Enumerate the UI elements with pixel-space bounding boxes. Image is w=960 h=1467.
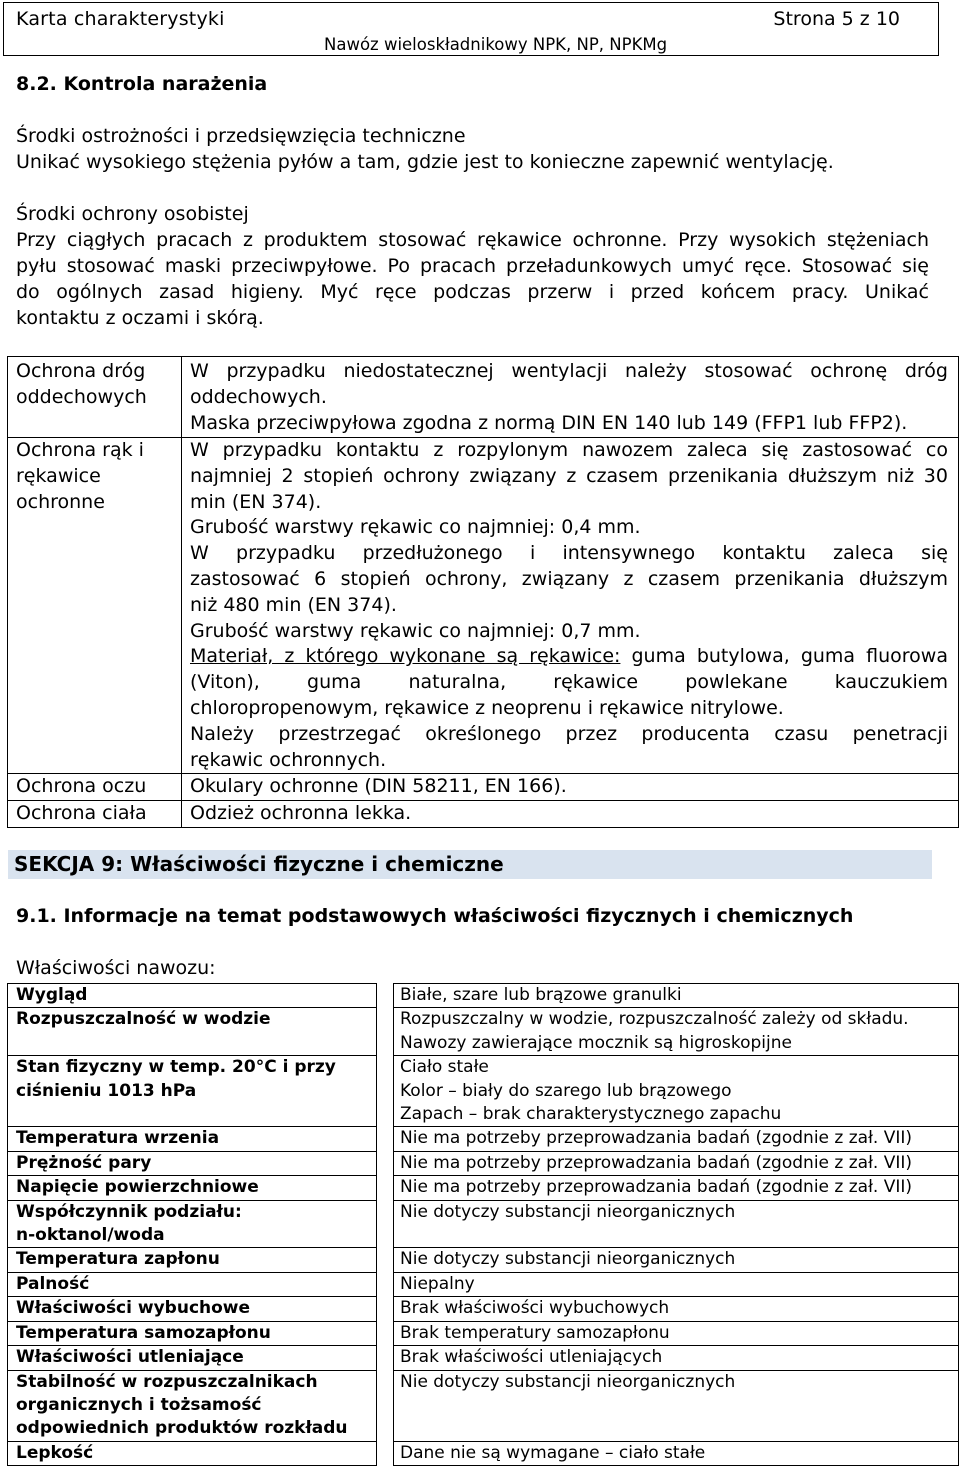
property-name: Temperatura wrzenia xyxy=(8,1127,377,1151)
property-name: Wygląd xyxy=(8,984,377,1008)
property-row xyxy=(8,1370,959,1441)
column-gap xyxy=(377,1248,394,1272)
property-value: Brak właściwości utleniających xyxy=(394,1346,959,1370)
property-name: Właściwości utleniające xyxy=(8,1346,377,1370)
property-name: Właściwości wybuchowe xyxy=(8,1297,377,1321)
property-value: Rozpuszczalny w wodzie, rozpuszczalność zależy od składu. Nawozy zawierające mocznik są higroskopijne xyxy=(394,1008,959,1056)
hand-protection-label: Ochrona rąk i rękawice ochronne xyxy=(8,438,182,774)
page-number: Strona 5 z 10 xyxy=(773,8,900,30)
property-name: Współczynnik podziału: n-oktanol/woda xyxy=(8,1200,377,1248)
column-gap xyxy=(377,1297,394,1321)
column-gap xyxy=(377,1056,394,1127)
property-value: Nie dotyczy substancji nieorganicznych xyxy=(394,1370,959,1441)
property-value: Dane nie są wymagane – ciało stałe xyxy=(394,1441,959,1465)
personal-protection-line: Przy ciągłych pracach z produktem stosować rękawice ochronne. Przy wysokich stężeniach xyxy=(16,229,929,251)
protection-row-hands xyxy=(8,438,959,774)
property-value: Nie dotyczy substancji nieorganicznych xyxy=(394,1248,959,1272)
section-9-banner xyxy=(8,850,932,879)
property-row xyxy=(8,1127,959,1151)
property-name: Napięcie powierzchniowe xyxy=(8,1176,377,1200)
column-gap xyxy=(377,1200,394,1248)
column-gap xyxy=(377,1272,394,1296)
personal-protection-line: kontaktu z oczami i skórą. xyxy=(16,307,264,329)
property-row xyxy=(8,1176,959,1200)
column-gap xyxy=(377,1346,394,1370)
protection-row-eyes xyxy=(8,774,959,801)
property-name: Prężność pary xyxy=(8,1151,377,1175)
property-row xyxy=(8,984,959,1008)
property-name: Palność xyxy=(8,1272,377,1296)
property-value: Nie ma potrzeby przeprowadzania badań (zgodnie z zał. VII) xyxy=(394,1176,959,1200)
section-8-2-title: 8.2. Kontrola narażenia xyxy=(16,73,268,95)
glove-material-label: Materiał, z którego wykonane są rękawice: xyxy=(190,645,621,668)
properties-table xyxy=(7,983,959,1466)
property-row xyxy=(8,1008,959,1056)
property-row xyxy=(8,1297,959,1321)
property-value: Nie dotyczy substancji nieorganicznych xyxy=(394,1200,959,1248)
property-value: Ciało stałe Kolor – biały do szarego lub brązowego Zapach – brak charakterystycznego zapachu xyxy=(394,1056,959,1127)
property-row xyxy=(8,1346,959,1370)
hand-protection-value: W przypadku kontaktu z rozpylonym nawozem zaleca się zastosować co najmniej 2 stopień ochrony związany z czasem przenikania dłuższym niż 30 min (EN 374). Grubość warstwy rękawic co najmniej: 0,4 mm. W przypadku przedłużonego i intensywnego kontaktu zaleca się zastosować 6 stopień ochrony, związany z czasem przenikania dłuższym niż 480 min (EN 374). Grubość warstwy rękawic co najmniej: 0,7 mm. Materiał, z którego wykonane są rękawice: guma butylowa, guma fluorowa (Viton), guma naturalna, rękawice powlekane kauczukiem chloropropenowym, rękawice z neoprenu i rękawice nitrylowe. Należy przestrzegać określonego przez producenta czasu penetracji rękawic ochronnych. xyxy=(182,438,959,774)
property-value: Białe, szare lub brązowe granulki xyxy=(394,984,959,1008)
column-gap xyxy=(377,1008,394,1056)
property-row xyxy=(8,1321,959,1345)
property-value: Niepalny xyxy=(394,1272,959,1296)
property-row xyxy=(8,1151,959,1175)
protection-row-respiratory xyxy=(8,357,959,438)
property-row xyxy=(8,1272,959,1296)
personal-protection-heading: Środki ochrony osobistej xyxy=(16,203,249,225)
column-gap xyxy=(377,1176,394,1200)
property-row xyxy=(8,1056,959,1127)
eye-protection-value: Okulary ochronne (DIN 58211, EN 166). xyxy=(182,774,959,801)
property-name: Stan fizyczny w temp. 20°C i przy ciśnieniu 1013 hPa xyxy=(8,1056,377,1127)
body-protection-label: Ochrona ciała xyxy=(8,801,182,828)
respiratory-label: Ochrona dróg oddechowych xyxy=(8,357,182,438)
property-value: Brak temperatury samozapłonu xyxy=(394,1321,959,1345)
column-gap xyxy=(377,1441,394,1465)
property-value: Nie ma potrzeby przeprowadzania badań (zgodnie z zał. VII) xyxy=(394,1127,959,1151)
personal-protection-line: do ogólnych zasad higieny. Myć ręce podczas przerw i przed końcem pracy. Unikać xyxy=(16,281,929,303)
property-name: Lepkość xyxy=(8,1441,377,1465)
column-gap xyxy=(377,984,394,1008)
protection-table xyxy=(7,356,959,828)
property-row xyxy=(8,1248,959,1272)
column-gap xyxy=(377,1151,394,1175)
property-name: Temperatura samozapłonu xyxy=(8,1321,377,1345)
tech-measures-text: Unikać wysokiego stężenia pyłów a tam, gdzie jest to konieczne zapewnić wentylację. xyxy=(16,151,834,173)
eye-protection-label: Ochrona oczu xyxy=(8,774,182,801)
protection-row-body xyxy=(8,801,959,828)
personal-protection-line: pyłu stosować maski przeciwpyłowe. Po pracach przeładunkowych umyć ręce. Stosować się xyxy=(16,255,929,277)
properties-heading: Właściwości nawozu: xyxy=(16,957,216,979)
respiratory-value: W przypadku niedostatecznej wentylacji należy stosować ochronę dróg oddechowych. Maska przeciwpyłowa zgodna z normą DIN EN 140 lub 149 (FFP1 lub FFP2). xyxy=(182,357,959,438)
tech-measures-heading: Środki ostrożności i przedsięwzięcia techniczne xyxy=(16,125,466,147)
page-header xyxy=(3,2,939,56)
section-9-1-title: 9.1. Informacje na temat podstawowych właściwości fizycznych i chemicznych xyxy=(16,905,854,927)
column-gap xyxy=(377,1127,394,1151)
property-value: Nie ma potrzeby przeprowadzania badań (zgodnie z zał. VII) xyxy=(394,1151,959,1175)
column-gap xyxy=(377,1321,394,1345)
body-protection-value: Odzież ochronna lekka. xyxy=(182,801,959,828)
property-name: Temperatura zapłonu xyxy=(8,1248,377,1272)
property-row xyxy=(8,1441,959,1465)
property-value: Brak właściwości wybuchowych xyxy=(394,1297,959,1321)
document-type: Karta charakterystyki xyxy=(16,8,225,30)
property-name: Stabilność w rozpuszczalnikach organicznych i tożsamość odpowiednich produktów rozkładu xyxy=(8,1370,377,1441)
property-row xyxy=(8,1200,959,1248)
property-name: Rozpuszczalność w wodzie xyxy=(8,1008,377,1056)
column-gap xyxy=(377,1370,394,1441)
section-9-title: SEKCJA 9: Właściwości fizyczne i chemiczne xyxy=(14,852,504,876)
product-name: Nawóz wieloskładnikowy NPK, NP, NPKMg xyxy=(324,35,668,54)
